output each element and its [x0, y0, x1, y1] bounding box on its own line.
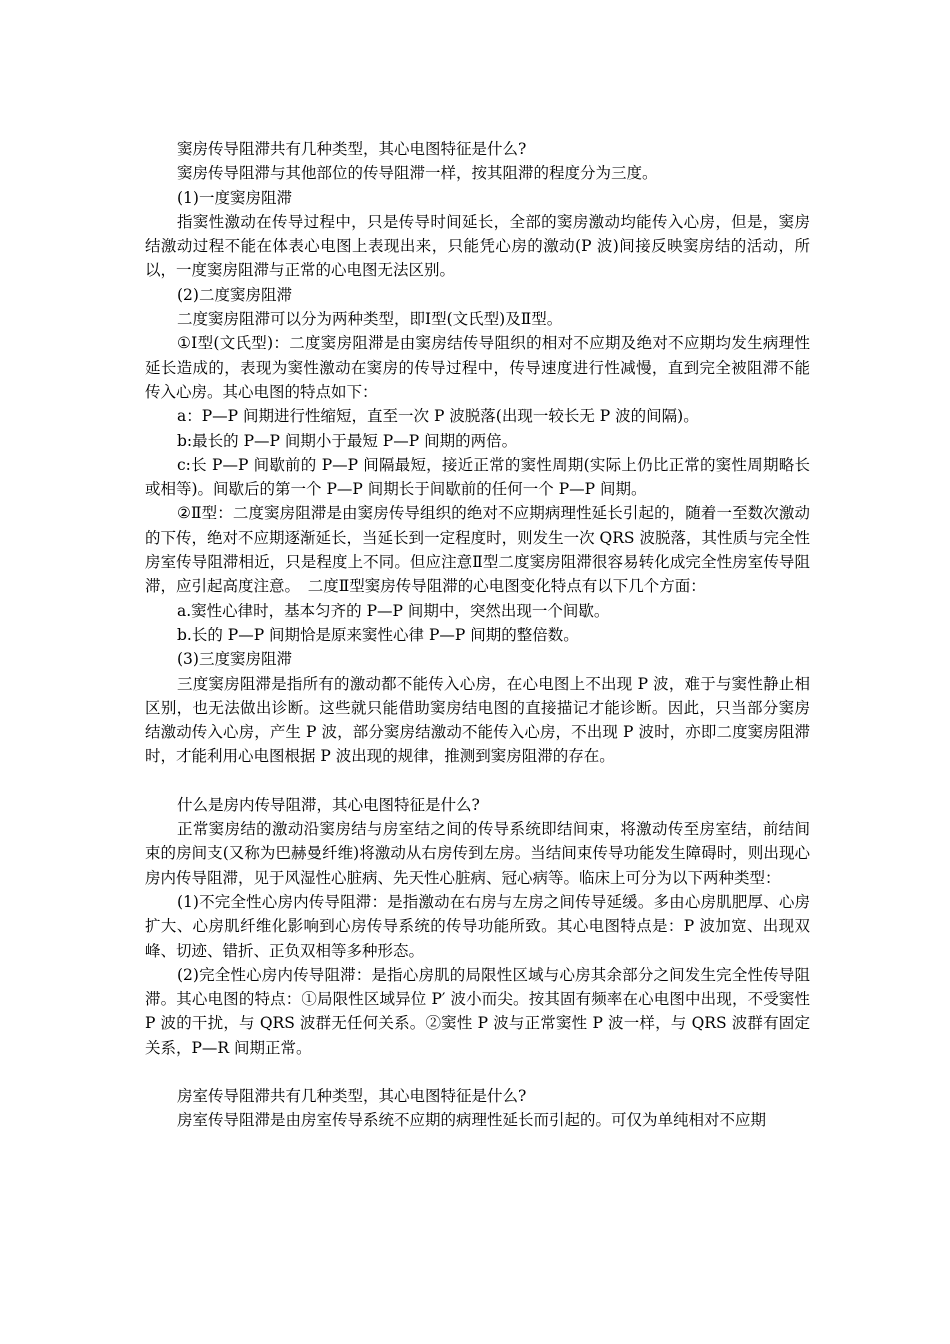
list-item: b.长的 P—P 间期恰是原来窦性心律 P—P 间期的整倍数。 — [177, 625, 579, 644]
paragraph: 二度窦房阻滞可以分为两种类型，即Ⅰ型(文氏型)及Ⅱ型。 — [177, 310, 563, 329]
paragraph: ①Ⅰ型(文氏型)：二度窦房阻滞是由窦房结传导阻织的相对不应期及绝对不应期均发生病理性延长造成的，表现为窦性激动在窦房的传导过程中，传导速度进行性减慢，直到完全被阻滞不能传入心房。其心电图的特点如下： — [145, 334, 810, 401]
paragraph: 房室传导阻滞是由房室传导系统不应期的病理性延长而引起的。可仅为单纯相对不应期 — [177, 1111, 767, 1130]
paragraph: (1)不完全性心房内传导阻滞：是指激动在右房与左房之间传导延缓。多由心房肌肥厚、心房扩大、心房肌纤维化影响到心房传导系统的传导功能所致。其心电图特点是：P 波加宽、出现双峰、切迹、错折、正负双相等多种形态。 — [145, 892, 810, 960]
subheading-second-degree: (2)二度窦房阻滞 — [177, 285, 292, 304]
paragraph: ②Ⅱ型：二度窦房阻滞是由窦房传导组织的绝对不应期病理性延长引起的，随着一至数次激动的下传，绝对不应期逐渐延长，当延长到一定程度时，则发生一次 QRS 波脱落，其性质与完全性房室传导阻滞相近，只是程度上不同。但应注意Ⅱ型二度窦房阻滞很容易转化成完全性房室传导阻滞，应引起高度注意。 二度Ⅱ型窦房传导阻滞的心电图变化特点有以下几个方面： — [145, 504, 810, 596]
list-item: b:最长的 P—P 间期小于最短 P—P 间期的两倍。 — [177, 431, 518, 450]
list-item: a：P—P 间期进行性缩短，直至一次 P 波脱落(出现一较长无 P 波的间隔)。 — [177, 407, 699, 426]
paragraph: 窦房传导阻滞与其他部位的传导阻滞一样，按其阻滞的程度分为三度。 — [177, 164, 658, 183]
paragraph: 指窦性激动在传导过程中，只是传导时间延长，全部的窦房激动均能传入心房，但是，窦房结激动过程不能在体表心电图上表现出来，只能凭心房的激动(P 波)间接反映窦房结的活动，所以，一度窦房阻滞与正常的心电图无法区别。 — [145, 212, 810, 280]
question-av-block: 房室传导阻滞共有几种类型，其心电图特征是什么? — [177, 1086, 527, 1105]
subheading-first-degree: (1)一度窦房阻滞 — [177, 188, 292, 207]
list-item: a.窦性心律时，基本匀齐的 P—P 间期中，突然出现一个间歇。 — [177, 601, 610, 620]
paragraph: 正常窦房结的激动沿窦房结与房室结之间的传导系统即结间束，将激动传至房室结，前结间束的房间支(又称为巴赫曼纤维)将激动从右房传到左房。当结间束传导功能发生障碍时，则出现心房内传导阻滞，见于风湿性心脏病、先天性心脏病、冠心病等。临床上可分为以下两种类型： — [145, 820, 810, 887]
list-item: c:长 P—P 间歇前的 P—P 间隔最短，接近正常的窦性周期(实际上仍比正常的窦性周期略长或相等)。间歇后的第一个 P—P 间期长于间歇前的任何一个 P—P 间期。 — [145, 455, 810, 499]
subheading-third-degree: (3)三度窦房阻滞 — [177, 650, 292, 669]
section-gap — [145, 769, 810, 793]
paragraph: (2)完全性心房内传导阻滞：是指心房肌的局限性区域与心房其余部分之间发生完全性传导阻滞。其心电图的特点：①局限性区域异位 P′ 波小而尖。按其固有频率在心电图中出现，不受窦性 P 波的干扰，与 QRS 波群无任何关系。②窦性 P 波与正常窦性 P 波一样，与 QRS 波群有固定关系，P—R 间期正常。 — [145, 965, 810, 1057]
section-gap — [145, 1060, 810, 1084]
paragraph: 三度窦房阻滞是指所有的激动都不能传入心房，在心电图上不出现 P 波，难于与窦性静止相区别，也无法做出诊断。这些就只能借助窦房结电图的直接描记才能诊断。因此，只当部分窦房结激动传入心房，产生 P 波，部分窦房结激动不能传入心房，不出现 P 波时，亦即二度窦房阻滞时，才能利用心电图根据 P 波出现的规律，推测到窦房阻滞的存在。 — [145, 674, 810, 766]
question-intra-atrial-block: 什么是房内传导阻滞，其心电图特征是什么? — [177, 795, 480, 814]
question-sinoatrial-block: 窦房传导阻滞共有几种类型，其心电图特征是什么? — [177, 140, 527, 158]
